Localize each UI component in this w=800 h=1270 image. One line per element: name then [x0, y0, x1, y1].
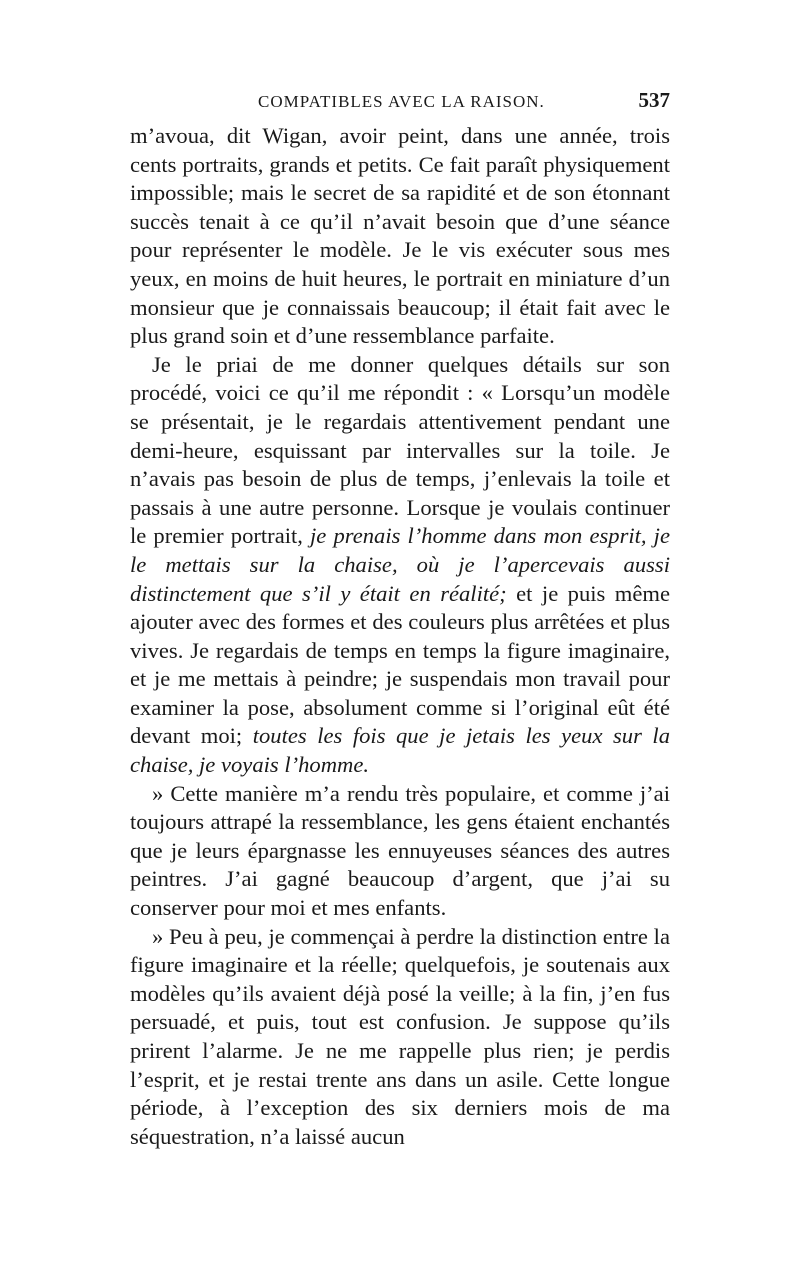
- paragraph-1: [130, 122, 670, 351]
- paragraph-2: [130, 351, 670, 780]
- body-text: [130, 122, 670, 1151]
- paragraph-2-text-b: et je puis même ajouter avec des formes et des couleurs plus arrêtées et plus vives. Je regardais de temps en temps la figure imaginaire, et je me mettais à peindre; je suspendais mon travail pour examiner la pose, absolument comme si l’original eût été devant moi;: [130, 580, 670, 749]
- paragraph-4: [130, 923, 670, 1152]
- paragraph-4-text: » Peu à peu, je commençai à perdre la distinction entre la figure imaginaire et la réelle; quelquefois, je soutenais aux modèles qu’ils avaient déjà posé la veille; à la fin, j’en fus persuadé, et puis, tout est confusion. Je suppose qu’ils prirent l’alarme. Je ne me rappelle plus rien; je perdis l’esprit, et je restai trente ans dans un asile. Cette longue période, à l’exception des six derniers mois de ma séquestration, n’a laissé aucun: [130, 923, 670, 1149]
- page-number: 537: [638, 88, 670, 112]
- running-header: [130, 88, 670, 118]
- paragraph-1-text: m’avoua, dit Wigan, avoir peint, dans une année, trois cents portraits, grands et petits. Ce fait paraît physiquement impossible; mais le secret de sa rapidité et de son étonnant succès tenait à ce qu’il n’avait besoin que d’une séance pour représenter le modèle. Je le vis exécuter sous mes yeux, en moins de huit heures, le portrait en miniature d’un monsieur que je connaissais beaucoup; il était fait avec le plus grand soin et d’une ressemblance parfaite.: [130, 123, 670, 349]
- paragraph-2-italic-a: je prenais l’homme dans mon esprit, je le mettais sur la chaise, où je l’apercevais aussi distinctement que s’il y était en réalité;: [130, 523, 670, 606]
- paragraph-2-text-a: Je le priai de me donner quelques détails sur son procédé, voici ce qu’il me répondit : « Lorsqu’un modèle se présentait, je le regardais attentivement pendant une demi-heure, esquissant par intervalles sur la toile. Je n’avais pas besoin de plus de temps, j’enlevais la toile et passais à une autre personne. Lorsque je voulais continuer le premier portrait,: [130, 351, 670, 549]
- paragraph-3-text: » Cette manière m’a rendu très populaire, et comme j’ai toujours attrapé la ressemblance, les gens étaient enchantés que je leurs épargnasse les ennuyeuses séances des autres peintres. J’ai gagné beaucoup d’argent, que j’ai su conserver pour moi et mes enfants.: [130, 780, 670, 921]
- paragraph-3: [130, 780, 670, 923]
- paragraph-2-italic-b: toutes les fois que je jetais les yeux sur la chaise, je voyais l’homme.: [130, 723, 670, 778]
- running-title: COMPATIBLES AVEC LA RAISON.: [258, 92, 545, 111]
